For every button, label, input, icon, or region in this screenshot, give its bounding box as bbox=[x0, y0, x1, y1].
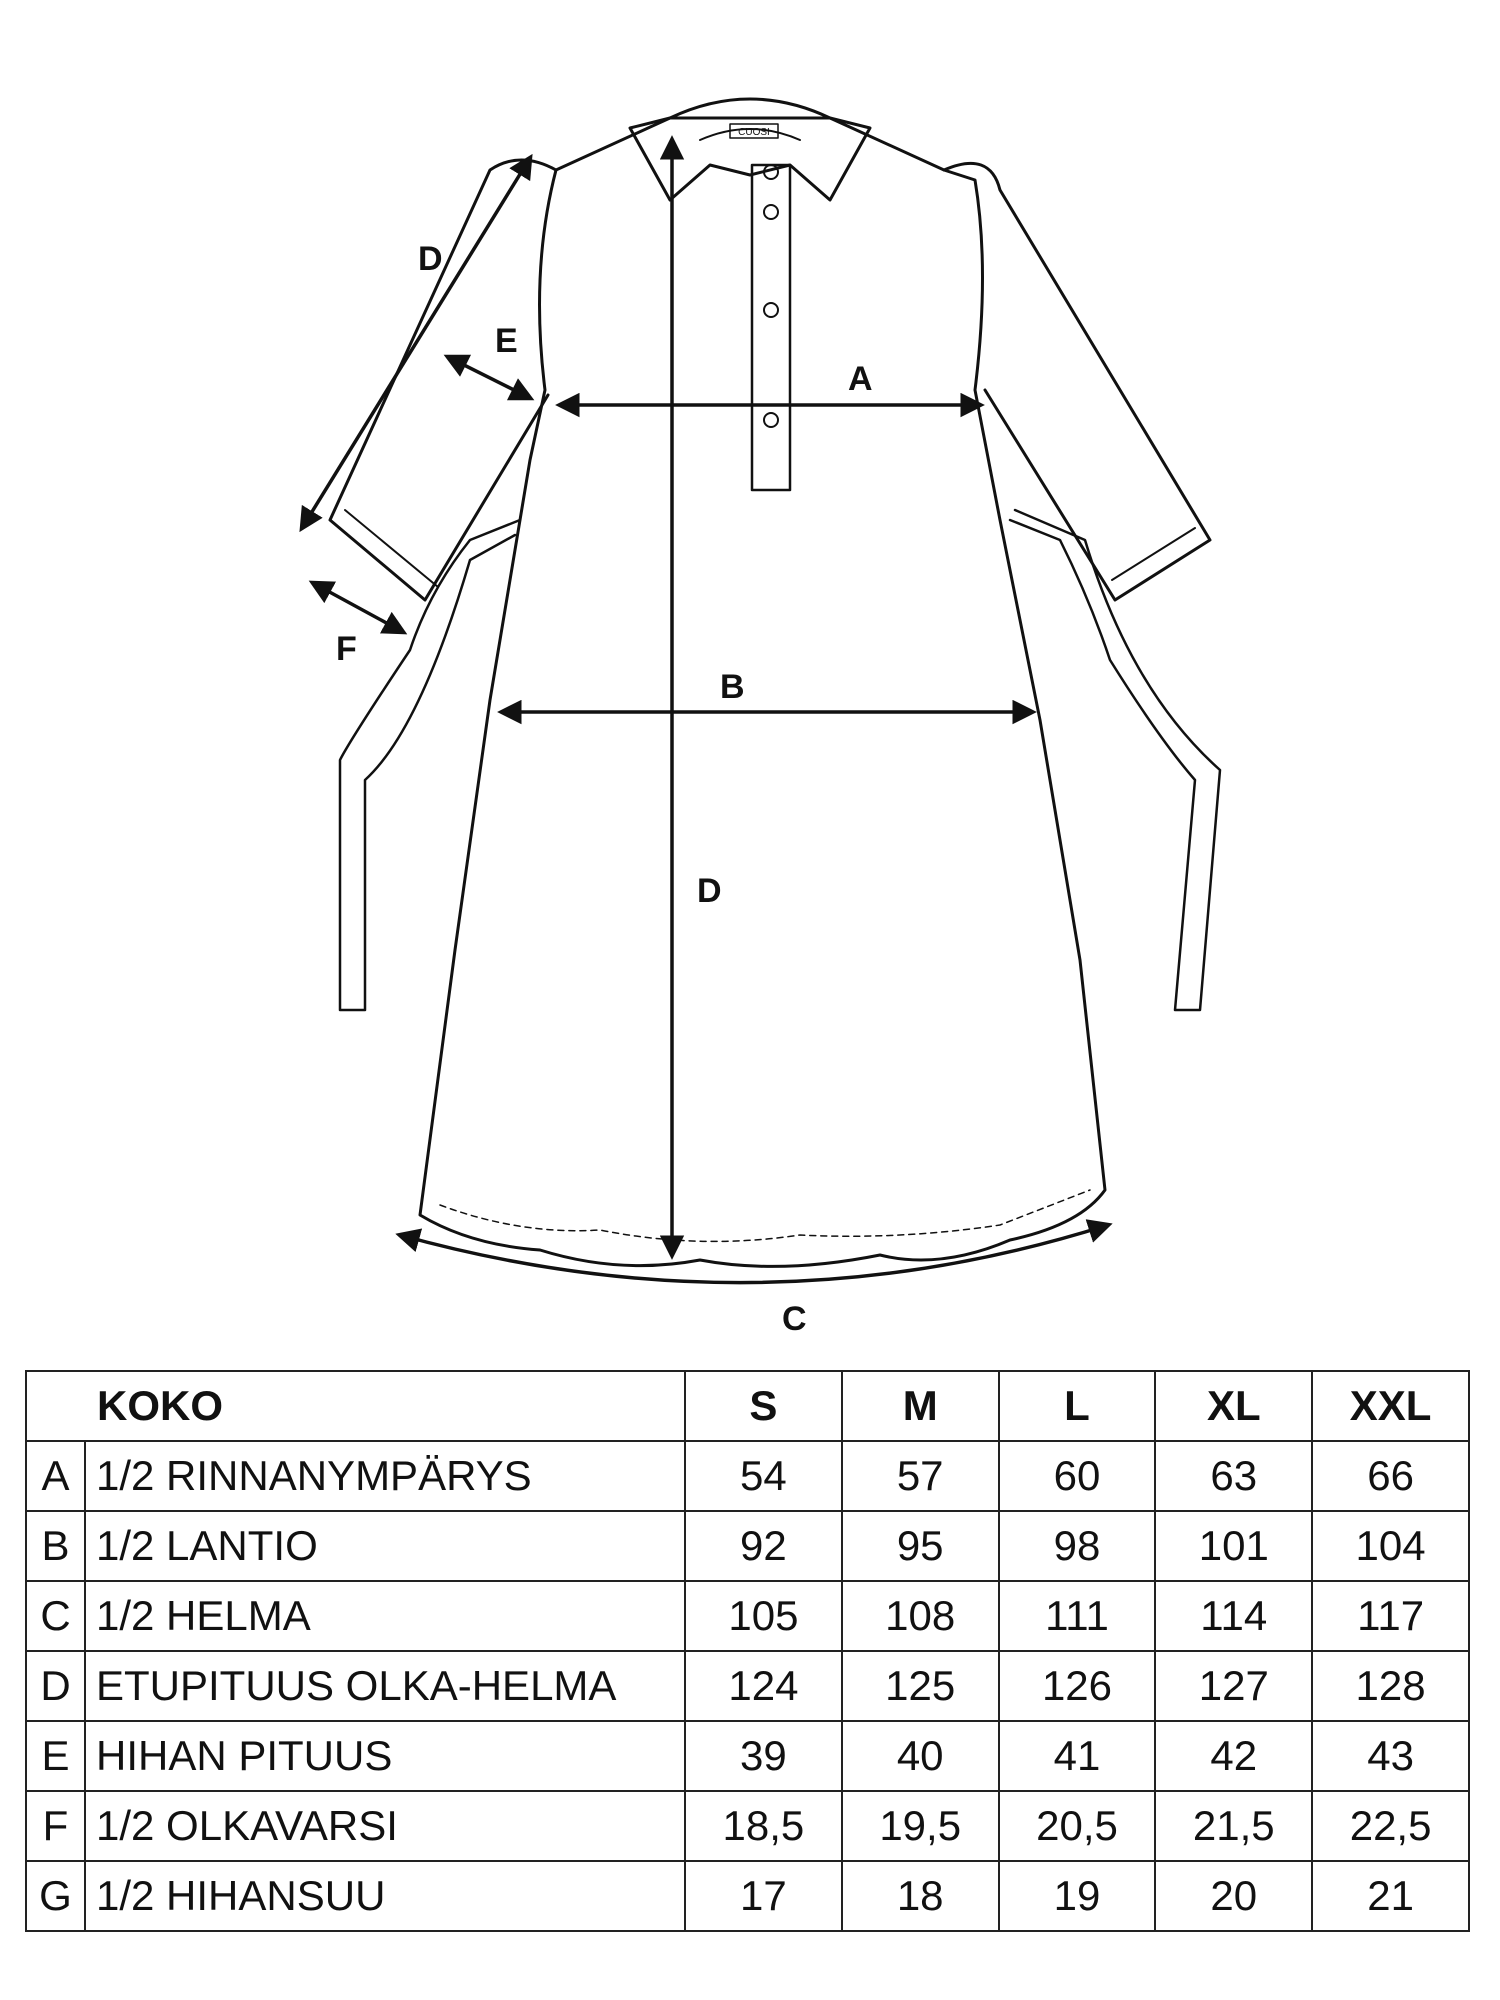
row-letter: E bbox=[26, 1721, 85, 1791]
row-value-l: 19 bbox=[999, 1861, 1156, 1931]
row-value-xl: 20 bbox=[1155, 1861, 1312, 1931]
row-value-xl: 21,5 bbox=[1155, 1791, 1312, 1861]
collar bbox=[630, 99, 870, 200]
row-value-l: 111 bbox=[999, 1581, 1156, 1651]
row-value-xxl: 128 bbox=[1312, 1651, 1469, 1721]
header-size-l: L bbox=[999, 1371, 1156, 1441]
row-measurement-name: 1/2 HIHANSUU bbox=[85, 1861, 685, 1931]
dress-body-outline bbox=[420, 118, 1105, 1266]
table-row bbox=[26, 1861, 1469, 1931]
row-value-xl: 42 bbox=[1155, 1721, 1312, 1791]
row-value-xxl: 66 bbox=[1312, 1441, 1469, 1511]
row-value-m: 125 bbox=[842, 1651, 999, 1721]
right-sleeve bbox=[944, 163, 1210, 600]
row-value-l: 60 bbox=[999, 1441, 1156, 1511]
table-row bbox=[26, 1791, 1469, 1861]
table-row bbox=[26, 1511, 1469, 1581]
button-placket bbox=[752, 165, 790, 490]
row-value-xxl: 117 bbox=[1312, 1581, 1469, 1651]
measure-E-line bbox=[448, 357, 530, 398]
row-value-s: 17 bbox=[685, 1861, 842, 1931]
row-letter: D bbox=[26, 1651, 85, 1721]
row-measurement-name: 1/2 RINNANYMPÄRYS bbox=[85, 1441, 685, 1511]
row-measurement-name: 1/2 HELMA bbox=[85, 1581, 685, 1651]
row-letter: B bbox=[26, 1511, 85, 1581]
row-value-s: 54 bbox=[685, 1441, 842, 1511]
row-measurement-name: ETUPITUUS OLKA-HELMA bbox=[85, 1651, 685, 1721]
row-value-m: 40 bbox=[842, 1721, 999, 1791]
row-value-s: 124 bbox=[685, 1651, 842, 1721]
row-value-xxl: 22,5 bbox=[1312, 1791, 1469, 1861]
row-value-xxl: 21 bbox=[1312, 1861, 1469, 1931]
size-table bbox=[25, 1370, 1470, 1932]
row-value-xl: 127 bbox=[1155, 1651, 1312, 1721]
row-measurement-name: 1/2 OLKAVARSI bbox=[85, 1791, 685, 1861]
header-size-s: S bbox=[685, 1371, 842, 1441]
label-C: C bbox=[782, 1300, 807, 1338]
brand-tag-text: CUOSI bbox=[738, 127, 770, 138]
row-letter: F bbox=[26, 1791, 85, 1861]
row-value-m: 57 bbox=[842, 1441, 999, 1511]
left-sleeve bbox=[330, 160, 556, 600]
row-value-m: 19,5 bbox=[842, 1791, 999, 1861]
row-value-m: 18 bbox=[842, 1861, 999, 1931]
label-D-sleeve: D bbox=[418, 240, 443, 278]
row-value-m: 95 bbox=[842, 1511, 999, 1581]
header-size-xxl: XXL bbox=[1312, 1371, 1469, 1441]
row-letter: A bbox=[26, 1441, 85, 1511]
row-value-xl: 114 bbox=[1155, 1581, 1312, 1651]
row-value-xl: 101 bbox=[1155, 1511, 1312, 1581]
header-size-m: M bbox=[842, 1371, 999, 1441]
row-value-m: 108 bbox=[842, 1581, 999, 1651]
row-value-xxl: 104 bbox=[1312, 1511, 1469, 1581]
row-value-s: 18,5 bbox=[685, 1791, 842, 1861]
table-row bbox=[26, 1581, 1469, 1651]
row-letter: G bbox=[26, 1861, 85, 1931]
header-size-xl: XL bbox=[1155, 1371, 1312, 1441]
table-row bbox=[26, 1441, 1469, 1511]
table-row bbox=[26, 1651, 1469, 1721]
row-value-s: 105 bbox=[685, 1581, 842, 1651]
label-D-front: D bbox=[697, 872, 722, 910]
table-row bbox=[26, 1721, 1469, 1791]
row-value-l: 98 bbox=[999, 1511, 1156, 1581]
label-A: A bbox=[848, 360, 873, 398]
row-value-xxl: 43 bbox=[1312, 1721, 1469, 1791]
label-E: E bbox=[495, 322, 518, 360]
table-header-row bbox=[26, 1371, 1469, 1441]
measure-F-line bbox=[313, 583, 403, 632]
row-measurement-name: 1/2 LANTIO bbox=[85, 1511, 685, 1581]
label-B: B bbox=[720, 668, 745, 706]
row-value-s: 92 bbox=[685, 1511, 842, 1581]
row-value-l: 20,5 bbox=[999, 1791, 1156, 1861]
row-value-l: 41 bbox=[999, 1721, 1156, 1791]
measure-C-arc bbox=[400, 1225, 1108, 1283]
row-value-xl: 63 bbox=[1155, 1441, 1312, 1511]
row-value-s: 39 bbox=[685, 1721, 842, 1791]
right-tie-belt bbox=[1010, 510, 1220, 1010]
header-koko: KOKO bbox=[26, 1371, 685, 1441]
label-F: F bbox=[336, 630, 357, 668]
row-measurement-name: HIHAN PITUUS bbox=[85, 1721, 685, 1791]
row-letter: C bbox=[26, 1581, 85, 1651]
row-value-l: 126 bbox=[999, 1651, 1156, 1721]
